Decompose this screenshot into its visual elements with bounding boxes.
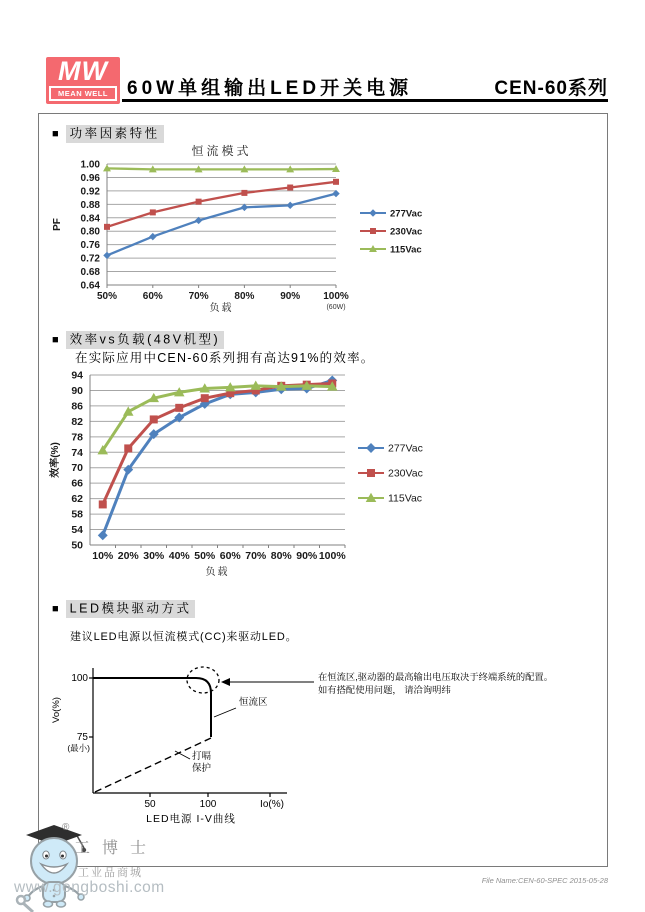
registered-mark: ® xyxy=(62,822,70,833)
svg-text:0.88: 0.88 xyxy=(80,199,100,211)
svg-text:0.80: 0.80 xyxy=(80,226,100,238)
svg-text:86: 86 xyxy=(71,400,83,413)
series-title xyxy=(494,73,608,100)
x-tick-label-100: 100 xyxy=(199,799,217,810)
watermark-brand: 工博士 xyxy=(74,838,159,857)
svg-text:(60W): (60W) xyxy=(326,304,346,311)
pf-vs-load-chart xyxy=(44,142,564,327)
svg-text:100%: 100% xyxy=(323,291,349,302)
svg-text:恒流模式: 恒流模式 xyxy=(191,144,252,158)
y-tick-label-75: 75 xyxy=(76,732,88,743)
page-title: 60W单组输出LED开关电源 xyxy=(127,78,413,99)
hiccup-label-1: 打嗝 xyxy=(192,751,212,762)
svg-text:0.72: 0.72 xyxy=(80,253,100,265)
svg-text:0.92: 0.92 xyxy=(80,186,100,198)
svg-text:115Vac: 115Vac xyxy=(390,244,422,256)
y-tick-label-100: 100 xyxy=(71,673,88,684)
logo-mw-text: MW xyxy=(58,56,108,86)
section-heading-label: LED模块驱动方式 xyxy=(66,600,196,618)
led-drive-note: 建议LED电源以恒流模式(CC)来驱动LED。 xyxy=(70,631,298,643)
svg-text:82: 82 xyxy=(71,415,83,428)
svg-text:20%: 20% xyxy=(117,550,139,562)
svg-text:0.76: 0.76 xyxy=(80,240,100,252)
svg-text:70: 70 xyxy=(71,462,83,475)
cc-region-label: 恒流区 xyxy=(239,697,268,708)
mascot-foot-right xyxy=(57,901,66,907)
svg-text:58: 58 xyxy=(71,508,83,521)
section-heading-efficiency xyxy=(52,329,224,347)
svg-text:90%: 90% xyxy=(296,550,318,562)
svg-text:54: 54 xyxy=(71,524,83,537)
svg-text:90%: 90% xyxy=(280,291,301,302)
diagram-caption: LED电源 I-V曲线 xyxy=(146,813,236,825)
svg-text:10%: 10% xyxy=(92,550,114,562)
section-heading-label: 效率vs负载(48V机型) xyxy=(66,331,225,349)
svg-text:94: 94 xyxy=(71,369,83,382)
file-name-note: File Name:CEN-60-SPEC 2015-05-28 xyxy=(481,876,608,885)
led-iv-diagram xyxy=(48,660,608,835)
svg-text:78: 78 xyxy=(71,431,83,444)
svg-text:50%: 50% xyxy=(194,550,216,562)
svg-text:60%: 60% xyxy=(142,291,163,302)
section-heading-led-drive xyxy=(52,598,195,616)
series-name: CEN-60 xyxy=(494,78,568,99)
hiccup-label-2: 保护 xyxy=(192,763,212,774)
svg-text:115Vac: 115Vac xyxy=(388,492,423,505)
y-tick-label-min: (最小) xyxy=(67,743,90,753)
svg-text:80%: 80% xyxy=(270,550,292,562)
section-bullet-icon: ■ xyxy=(52,603,59,615)
section-bullet-icon: ■ xyxy=(52,334,59,346)
section-heading-power-factor xyxy=(52,123,164,141)
meanwell-logo xyxy=(46,57,120,104)
svg-text:230Vac: 230Vac xyxy=(390,226,423,238)
hiccup-pointer xyxy=(175,751,190,759)
svg-text:66: 66 xyxy=(71,477,83,490)
svg-text:1.00: 1.00 xyxy=(80,159,100,171)
cc-region-pointer xyxy=(214,708,236,717)
svg-text:100%: 100% xyxy=(318,550,346,562)
svg-text:负载: 负载 xyxy=(209,303,234,314)
x-axis-label: Io(%) xyxy=(260,799,284,810)
section-heading-label: 功率因素特性 xyxy=(66,125,164,143)
svg-text:60%: 60% xyxy=(219,550,241,562)
cc-note-line-1: 在恒流区,驱动器的最高输出电压取决于终端系统的配置。 xyxy=(318,672,554,682)
section-bullet-icon: ■ xyxy=(52,128,59,140)
svg-text:PF: PF xyxy=(52,218,63,231)
watermark-url: www.gongboshi.com xyxy=(14,879,165,896)
svg-text:74: 74 xyxy=(71,446,83,459)
title-underline xyxy=(122,99,608,102)
svg-text:70%: 70% xyxy=(245,550,267,562)
svg-text:负载: 负载 xyxy=(205,567,230,578)
svg-text:70%: 70% xyxy=(188,291,209,302)
logo-brand-text: MEAN WELL xyxy=(49,86,117,101)
wrench-handle xyxy=(23,903,33,912)
svg-text:0.64: 0.64 xyxy=(80,280,100,292)
cc-note-line-2: 如有搭配使用问题， 请洽询明纬 xyxy=(318,685,451,695)
svg-text:0.68: 0.68 xyxy=(80,267,100,279)
efficiency-vs-load-chart xyxy=(44,358,564,588)
efficiency-note: 在实际应用中CEN-60系列拥有高达91%的效率。 xyxy=(75,351,375,365)
svg-text:效率(%): 效率(%) xyxy=(50,442,61,478)
y-axis-label: Vo(%) xyxy=(51,697,62,723)
svg-text:0.96: 0.96 xyxy=(80,172,100,184)
mascot-pupil-left xyxy=(45,855,48,858)
svg-text:62: 62 xyxy=(71,493,83,506)
mascot-pupil-right xyxy=(61,855,64,858)
svg-text:0.84: 0.84 xyxy=(80,213,100,225)
svg-text:80%: 80% xyxy=(234,291,255,302)
svg-text:50: 50 xyxy=(71,539,83,552)
svg-text:277Vac: 277Vac xyxy=(388,442,423,455)
x-tick-label-50: 50 xyxy=(144,799,156,810)
watermark-sub-brand: 工业品商城 xyxy=(78,867,143,879)
mascot-foot-left xyxy=(44,901,53,907)
svg-text:90: 90 xyxy=(71,384,83,397)
mascot-head xyxy=(31,838,77,884)
iv-solid-curve xyxy=(93,678,211,737)
svg-text:50%: 50% xyxy=(96,291,118,302)
annotation-arrowhead-icon xyxy=(221,678,230,686)
series-suffix: 系列 xyxy=(567,78,608,99)
svg-text:277Vac: 277Vac xyxy=(390,208,423,220)
svg-text:30%: 30% xyxy=(143,550,165,562)
svg-text:230Vac: 230Vac xyxy=(388,467,423,480)
svg-text:40%: 40% xyxy=(168,550,190,562)
